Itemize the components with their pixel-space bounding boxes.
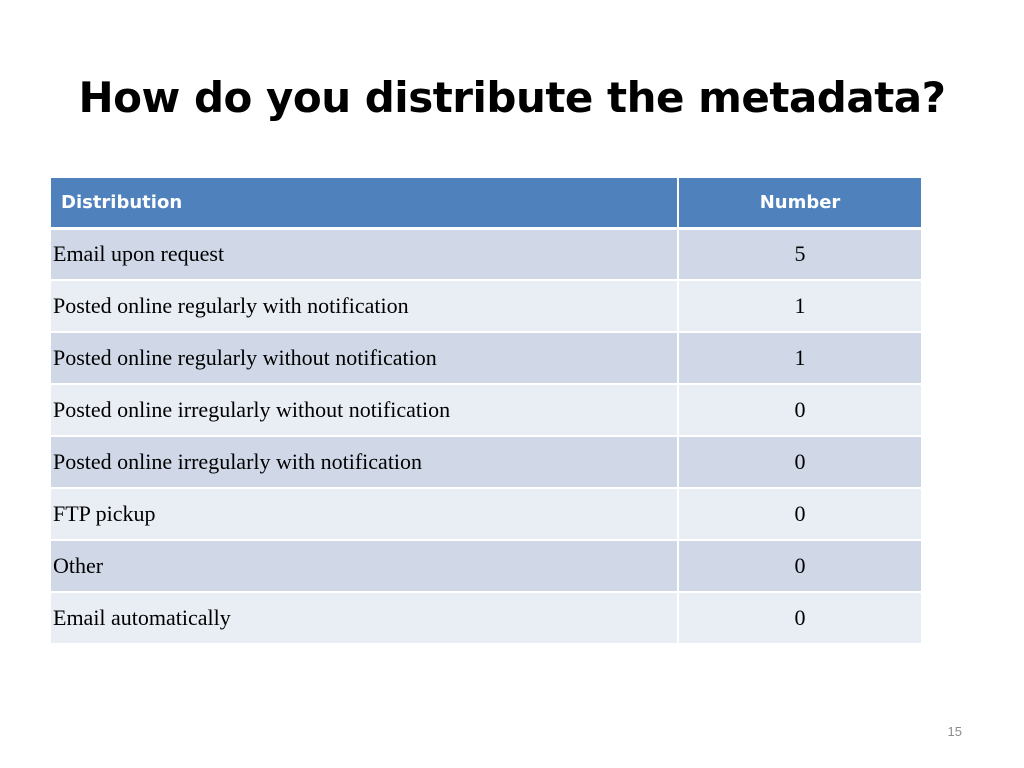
distribution-table: [51, 178, 921, 645]
distribution-cell: FTP pickup: [51, 488, 678, 540]
number-cell: 1: [678, 332, 921, 384]
table-row: [51, 228, 921, 280]
number-cell: 0: [678, 488, 921, 540]
number-cell: 0: [678, 436, 921, 488]
page-number: 15: [947, 724, 962, 739]
distribution-cell: Email upon request: [51, 228, 678, 280]
distribution-cell: Posted online regularly without notification: [51, 332, 678, 384]
table-row: [51, 436, 921, 488]
distribution-cell: Posted online irregularly without notification: [51, 384, 678, 436]
table-row: [51, 540, 921, 592]
number-cell: 0: [678, 540, 921, 592]
distribution-cell: Email automatically: [51, 592, 678, 644]
number-cell: 1: [678, 280, 921, 332]
slide-title: How do you distribute the metadata?: [78, 73, 946, 122]
table-row: [51, 280, 921, 332]
table-row: [51, 592, 921, 644]
distribution-cell: Other: [51, 540, 678, 592]
distribution-cell: Posted online irregularly with notification: [51, 436, 678, 488]
number-cell: 0: [678, 592, 921, 644]
table-row: [51, 384, 921, 436]
column-header-number: Number: [678, 178, 921, 228]
number-cell: 5: [678, 228, 921, 280]
number-cell: 0: [678, 384, 921, 436]
distribution-cell: Posted online regularly with notification: [51, 280, 678, 332]
table-row: [51, 332, 921, 384]
table-row: [51, 488, 921, 540]
table-header-row: [51, 178, 921, 228]
column-header-distribution: Distribution: [51, 178, 678, 228]
